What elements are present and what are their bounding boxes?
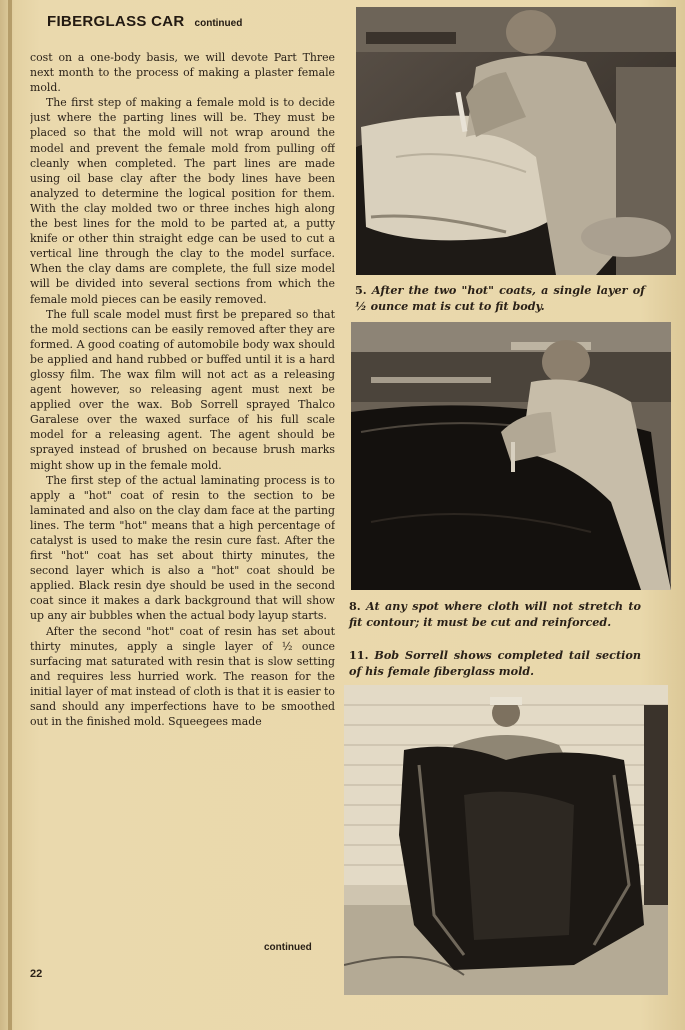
article-continued-label: continued <box>194 18 243 29</box>
article-paragraph: After the second "hot" coat of resin has set about thirty minutes, apply a single layer of ½ ounce surfacing mat saturated with resin that is slow setting and requires less hurried work. The reason for the initial layer of mat instead of cloth is that it is easier to sand should any imperfections have to be smoothed out in the finished mold. Squeegees made <box>30 624 335 729</box>
article-body <box>30 50 335 970</box>
article-paragraph: The first step of making a female mold is to decide just where the parting lines will be. They must be placed so that the mold will not wrap around the model and prevent the female mold from pulling off cleanly when completed. The part lines are made using oil base clay after the body lines have been analyzed to determine the logical position for them. With the clay molded two or three inches high along the best lines for the mold to be parted at, a putty knife or other thin straight edge can be used to cut a vertical line through the clay to the model surface. When the clay dams are complete, the full size model will be divided into several sections from which the female mold pieces can be easily removed. <box>30 96 335 306</box>
caption-number: 11. <box>349 648 369 662</box>
photo-worker-applying-cloth <box>351 322 671 590</box>
caption-text: At any spot where cloth will not stretch to fit contour; it must be cut and reinforced. <box>349 599 641 629</box>
continued-note: continued <box>264 942 312 953</box>
article-title: FIBERGLASS CAR <box>47 13 185 30</box>
photo-completed-tail-mold <box>344 685 668 995</box>
article-paragraph: The first step of the actual laminating process is to apply a "hot" coat of resin to the section to be laminated and also on the clay dam face at the parting lines. The term "hot" means that a high percentage of catalyst is used to make the resin cure fast. After the first "hot" coat has set about thirty minutes, the second layer which is also a "hot" coat should be applied. Black resin dye should be used in the second coat since it makes a dark background that will show up any air bubbles when the actual body layup starts. <box>30 473 335 623</box>
caption-number: 8. <box>349 599 361 613</box>
caption-text: Bob Sorrell shows completed tail section of his female fiberglass mold. <box>349 648 641 678</box>
page-number: 22 <box>30 968 43 980</box>
page-gutter <box>8 0 12 1030</box>
article-paragraph: The full scale model must first be prepared so that the mold sections can be easily removed after they are formed. A good coating of automobile body wax should be applied and hand rubbed or buffed until it is a hard glossy film. The wax film will not act as a releasing agent however, so releasing agent must next be applied over the wax. Bob Sorrell sprayed Thalco Garalese over the waxed surface of his full scale model for a releasing agent. The agent should be sprayed instead of brushed on because brush marks might show up in the female mold. <box>30 307 335 472</box>
caption-number: 5. <box>355 283 367 297</box>
page-header <box>47 13 242 33</box>
caption-text: After the two "hot" coats, a single layer of ½ ounce mat is cut to fit body. <box>355 283 645 313</box>
photo-caption <box>349 647 641 679</box>
photo-caption <box>355 282 645 314</box>
article-paragraph: cost on a one-body basis, we will devote Part Three next month to the process of making a plaster female mold. <box>30 51 335 95</box>
photo-worker-cutting-mat <box>356 7 676 275</box>
photo-caption <box>349 598 641 630</box>
